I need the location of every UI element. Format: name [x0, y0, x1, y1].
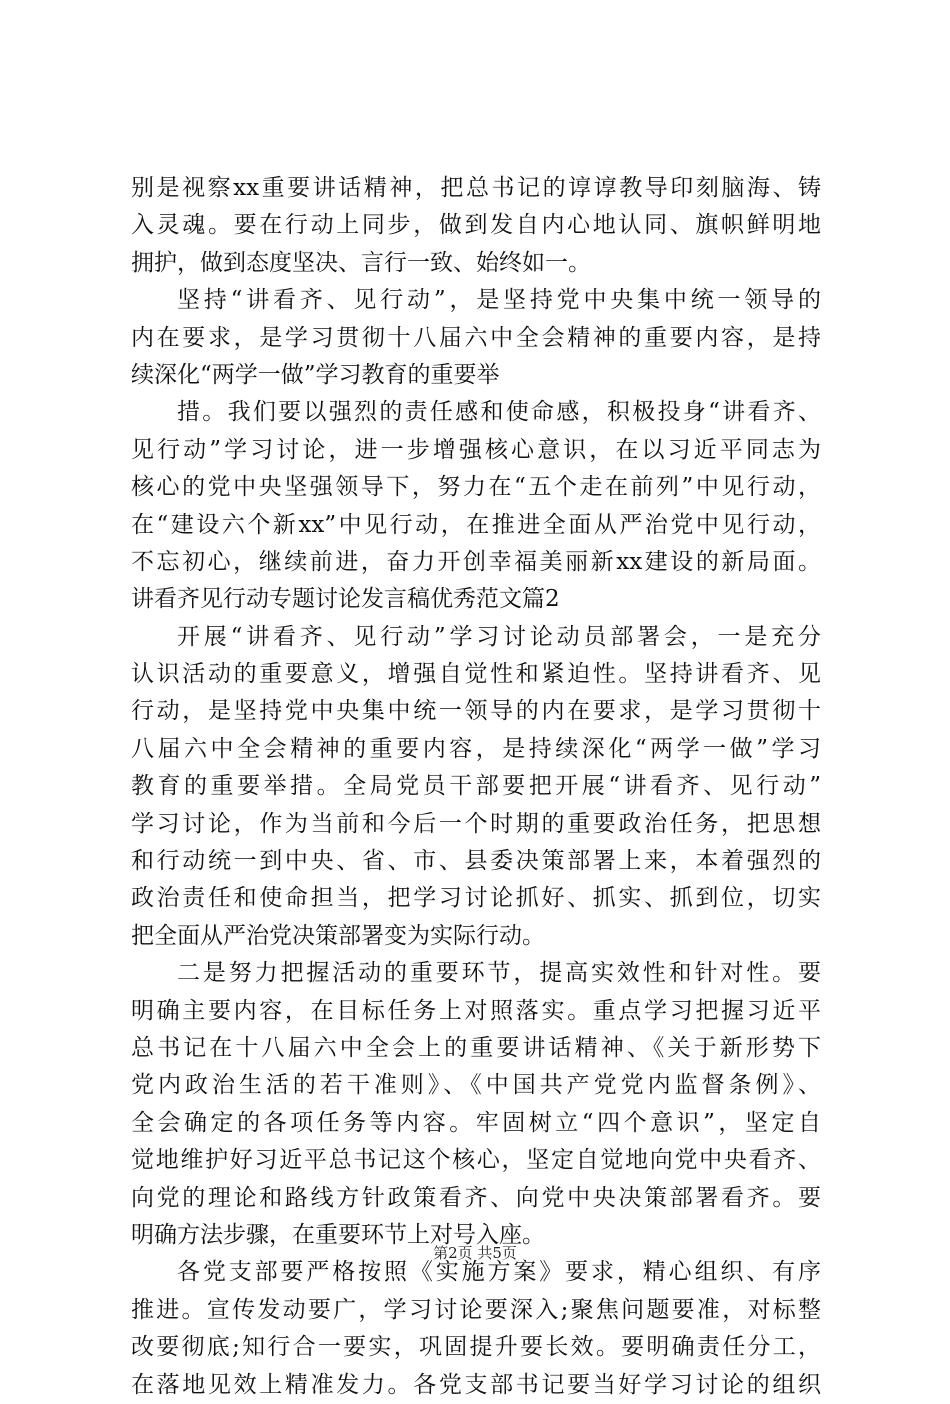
- text-line: 推进。宣传发动要广，学习讨论要深入;聚焦问题要准，对标整: [131, 1296, 821, 1323]
- text-line: 别是视察xx重要讲话精神，把总书记的谆谆教导印刻脑海、铸: [131, 175, 821, 201]
- text-line: 把全面从严治党决策部署变为实际行动。: [131, 922, 545, 949]
- text-line: 总书记在十八届六中全会上的重要讲话精神、《关于新形势下: [131, 1034, 821, 1061]
- text-line: 和行动统一到中央、省、市、县委决策部署上来，本着强烈的: [131, 848, 821, 875]
- text-line: 党内政治生活的若干准则》、《中国共产党党内监督条例》、: [131, 1072, 821, 1099]
- text-line: 明确主要内容，在目标任务上对照落实。重点学习把握习近平: [131, 997, 821, 1024]
- text-line: 不忘初心，继续前进，奋力开创幸福美丽新xx建设的新局面。: [131, 548, 821, 575]
- text-line: 二是努力把握活动的重要环节，提高实效性和针对性。要: [177, 960, 821, 987]
- text-line: 全会确定的各项任务等内容。牢固树立“四个意识”，坚定自: [131, 1109, 821, 1136]
- text-line: 见行动”学习讨论，进一步增强核心意识，在以习近平同志为: [131, 436, 821, 463]
- text-line: 内在要求，是学习贯彻十八届六中全会精神的重要内容，是持: [131, 324, 821, 351]
- text-line: 各党支部要严格按照《实施方案》要求，精心组织、有序: [177, 1259, 821, 1286]
- text-line: 教育的重要举措。全局党员干部要把开展“讲看齐、见行动”: [131, 773, 821, 800]
- text-line: 开展“讲看齐、见行动”学习讨论动员部署会，一是充分: [177, 623, 821, 650]
- document-body: [131, 170, 821, 1404]
- page-footer: 第2页 共5页: [433, 1244, 517, 1262]
- text-line: 在落地见效上精准发力。各党支部书记要当好学习讨论的组织: [131, 1371, 821, 1398]
- text-line: 政治责任和使命担当，把学习讨论抓好、抓实、抓到位，切实: [131, 885, 821, 912]
- text-line: 讲看齐见行动专题讨论发言稿优秀范文篇2: [131, 586, 560, 613]
- text-line: 改要彻底;知行合一要实，巩固提升要长效。要明确责任分工，: [131, 1334, 821, 1361]
- text-line: 核心的党中央坚强领导下，努力在“五个走在前列”中见行动，: [131, 474, 821, 501]
- text-line: 行动，是坚持党中央集中统一领导的内在要求，是学习贯彻十: [131, 698, 821, 725]
- text-line: 学习讨论，作为当前和今后一个时期的重要政治任务，把思想: [131, 810, 821, 837]
- text-line: 入灵魂。要在行动上同步，做到发自内心地认同、旗帜鲜明地: [131, 212, 821, 239]
- text-line: 续深化“两学一做”学习教育的重要举: [131, 361, 500, 388]
- text-line: 认识活动的重要意义，增强自觉性和紧迫性。坚持讲看齐、见: [131, 661, 821, 688]
- text-line: 八届六中全会精神的重要内容，是持续深化“两学一做”学习: [131, 735, 821, 762]
- text-line: 拥护，做到态度坚决、言行一致、始终如一。: [131, 249, 591, 276]
- text-line: 措。我们要以强烈的责任感和使命感，积极投身“讲看齐、: [177, 399, 821, 426]
- text-line: 觉地维护好习近平总书记这个核心，坚定自觉地向党中央看齐、: [131, 1147, 821, 1174]
- text-line: 明确方法步骤，在重要环节上对号入座。: [131, 1221, 545, 1248]
- text-line: 在“建设六个新xx”中见行动，在推进全面从严治党中见行动，: [131, 511, 821, 538]
- text-line: 坚持“讲看齐、见行动”，是坚持党中央集中统一领导的: [177, 287, 821, 314]
- text-line: 向党的理论和路线方针政策看齐、向党中央决策部署看齐。要: [131, 1184, 821, 1211]
